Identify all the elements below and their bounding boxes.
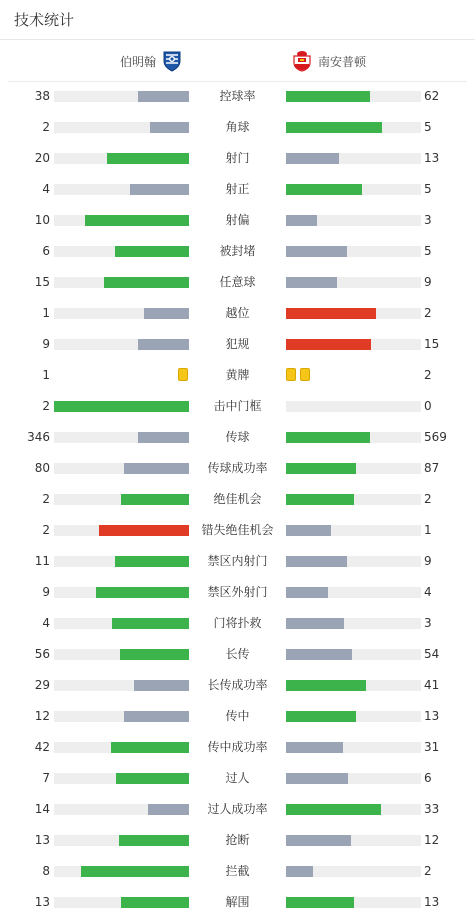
home-value: 20 [34, 151, 50, 165]
home-bar-track [54, 153, 189, 164]
home-bar-fill [116, 773, 189, 784]
home-bar-track [54, 773, 189, 784]
stat-row [0, 794, 475, 825]
away-bar-track [286, 246, 421, 257]
stat-row [0, 639, 475, 670]
home-bar-fill [138, 339, 189, 350]
home-value: 2 [42, 523, 50, 537]
away-bar-track [286, 432, 421, 443]
home-bar-fill [85, 215, 189, 226]
home-value: 6 [42, 244, 50, 258]
away-value: 13 [424, 151, 440, 165]
home-bar-track [54, 401, 189, 412]
home-bar-track [54, 246, 189, 257]
home-bar-fill [138, 432, 189, 443]
home-bar-track [54, 339, 189, 350]
away-bar-track [286, 215, 421, 226]
away-yellow-cards [286, 368, 310, 381]
home-value: 7 [42, 771, 50, 785]
stat-row [0, 329, 475, 360]
away-bar-fill [286, 711, 356, 722]
away-bar-fill [286, 463, 356, 474]
away-value: 5 [424, 182, 432, 196]
stat-label: 长传成功率 [207, 678, 268, 692]
away-team-name: 南安普顿 [318, 54, 367, 69]
stat-label: 错失绝佳机会 [201, 523, 274, 537]
stat-label: 禁区内射门 [207, 554, 268, 568]
away-bar-fill [286, 525, 331, 536]
stat-row [0, 236, 475, 267]
home-bar-fill [99, 525, 189, 536]
stat-row [0, 112, 475, 143]
away-value: 5 [424, 244, 432, 258]
home-value: 14 [34, 802, 50, 816]
away-bar-track [286, 153, 421, 164]
home-bar-track [54, 91, 189, 102]
away-value: 2 [424, 306, 432, 320]
home-value: 13 [34, 833, 50, 847]
away-bar-fill [286, 339, 371, 350]
stat-row [0, 825, 475, 856]
stat-row [0, 453, 475, 484]
away-bar-fill [286, 215, 317, 226]
stat-label: 被封堵 [219, 244, 256, 258]
away-value: 3 [424, 213, 432, 227]
stat-label: 过人 [225, 771, 250, 785]
home-bar-track [54, 711, 189, 722]
home-bar-track [54, 742, 189, 753]
stat-label: 击中门框 [213, 399, 262, 413]
home-bar-fill [121, 494, 189, 505]
stat-row [0, 81, 475, 112]
stat-label: 越位 [225, 306, 250, 320]
away-bar-track [286, 618, 421, 629]
home-value: 346 [27, 430, 50, 444]
away-bar-track [286, 525, 421, 536]
away-bar-track [286, 866, 421, 877]
stat-label: 射偏 [225, 213, 250, 227]
home-team[interactable] [120, 50, 182, 72]
away-value: 15 [424, 337, 440, 351]
home-value: 38 [34, 89, 50, 103]
away-bar-track [286, 494, 421, 505]
home-bar-fill [119, 835, 189, 846]
away-bar-track [286, 680, 421, 691]
teams-header [8, 40, 467, 82]
away-bar-track [286, 649, 421, 660]
stat-label: 黄牌 [225, 368, 250, 382]
stat-label: 解围 [225, 895, 250, 909]
away-value: 2 [424, 368, 432, 382]
home-value: 8 [42, 864, 50, 878]
stat-row [0, 298, 475, 329]
home-value: 42 [34, 740, 50, 754]
stat-row [0, 515, 475, 546]
away-bar-track [286, 122, 421, 133]
away-value: 9 [424, 275, 432, 289]
away-bar-track [286, 463, 421, 474]
home-bar-fill [138, 91, 189, 102]
home-bar-fill [115, 246, 189, 257]
away-bar-track [286, 773, 421, 784]
stat-label: 控球率 [219, 89, 256, 103]
away-value: 1 [424, 523, 432, 537]
home-bar-fill [120, 649, 189, 660]
stat-row [0, 887, 475, 918]
stat-row [0, 856, 475, 887]
home-value: 80 [34, 461, 50, 475]
home-bar-track [54, 277, 189, 288]
away-bar-track [286, 587, 421, 598]
away-value: 9 [424, 554, 432, 568]
away-bar-fill [286, 773, 348, 784]
away-bar-fill [286, 680, 366, 691]
stat-row [0, 267, 475, 298]
away-value: 569 [424, 430, 447, 444]
stat-row [0, 484, 475, 515]
yellow-card-icon [178, 368, 188, 381]
away-bar-track [286, 184, 421, 195]
away-bar-fill [286, 432, 370, 443]
home-bar-track [54, 804, 189, 815]
stat-label: 长传 [225, 647, 250, 661]
stat-row [0, 701, 475, 732]
home-bar-fill [115, 556, 189, 567]
stat-label: 射门 [225, 151, 250, 165]
away-bar-fill [286, 804, 381, 815]
home-team-name: 伯明翰 [119, 54, 156, 69]
home-bar-fill [148, 804, 189, 815]
stat-row [0, 174, 475, 205]
away-value: 13 [424, 895, 440, 909]
home-bar-fill [130, 184, 189, 195]
birmingham-crest-icon [162, 50, 182, 72]
away-bar-track [286, 804, 421, 815]
away-bar-track [286, 742, 421, 753]
stat-label: 禁区外射门 [207, 585, 268, 599]
stat-label: 抢断 [225, 833, 250, 847]
away-bar-fill [286, 184, 362, 195]
away-value: 41 [424, 678, 440, 692]
stat-label: 角球 [225, 120, 250, 134]
away-value: 87 [424, 461, 440, 475]
home-value: 9 [42, 337, 50, 351]
home-bar-track [54, 649, 189, 660]
away-value: 54 [424, 647, 440, 661]
home-bar-track [54, 618, 189, 629]
home-bar-track [54, 556, 189, 567]
stat-row [0, 391, 475, 422]
away-bar-fill [286, 308, 376, 319]
away-bar-track [286, 556, 421, 567]
yellow-card-icon [300, 368, 310, 381]
away-bar-track [286, 91, 421, 102]
stat-row [0, 205, 475, 236]
away-bar-track [286, 401, 421, 412]
home-value: 11 [34, 554, 50, 568]
away-value: 0 [424, 399, 432, 413]
away-value: 12 [424, 833, 440, 847]
home-bar-track [54, 680, 189, 691]
home-bar-track [54, 122, 189, 133]
stat-row [0, 360, 475, 391]
away-bar-fill [286, 153, 339, 164]
home-bar-fill [124, 463, 189, 474]
page-title: 技术统计 [0, 0, 475, 40]
stat-row [0, 608, 475, 639]
home-bar-fill [111, 742, 189, 753]
stat-label: 拦截 [225, 864, 250, 878]
stat-row [0, 732, 475, 763]
away-bar-fill [286, 122, 382, 133]
home-bar-fill [81, 866, 189, 877]
home-bar-fill [107, 153, 189, 164]
away-value: 33 [424, 802, 440, 816]
home-bar-fill [144, 308, 189, 319]
away-value: 62 [424, 89, 440, 103]
home-value: 2 [42, 492, 50, 506]
home-value: 29 [34, 678, 50, 692]
home-value: 56 [34, 647, 50, 661]
home-value: 4 [42, 616, 50, 630]
home-bar-track [54, 587, 189, 598]
away-team[interactable] [292, 50, 366, 72]
away-bar-fill [286, 897, 354, 908]
home-bar-track [54, 866, 189, 877]
home-bar-track [54, 835, 189, 846]
away-bar-fill [286, 91, 370, 102]
home-bar-track [54, 897, 189, 908]
away-bar-track [286, 835, 421, 846]
stat-label: 传球 [225, 430, 250, 444]
stat-label: 传中 [225, 709, 250, 723]
home-bar-fill [96, 587, 189, 598]
away-value: 2 [424, 492, 432, 506]
home-bar-track [54, 215, 189, 226]
stat-row [0, 763, 475, 794]
home-value: 2 [42, 399, 50, 413]
home-bar-fill [54, 401, 189, 412]
away-bar-fill [286, 835, 351, 846]
home-bar-fill [121, 897, 189, 908]
home-value: 1 [42, 306, 50, 320]
home-value: 10 [34, 213, 50, 227]
home-bar-fill [150, 122, 189, 133]
home-value: 9 [42, 585, 50, 599]
away-value: 2 [424, 864, 432, 878]
stat-label: 绝佳机会 [213, 492, 262, 506]
stat-label: 射正 [225, 182, 250, 196]
away-value: 31 [424, 740, 440, 754]
home-value: 4 [42, 182, 50, 196]
away-value: 13 [424, 709, 440, 723]
yellow-card-icon [286, 368, 296, 381]
away-bar-track [286, 897, 421, 908]
stat-row [0, 546, 475, 577]
home-bar-track [54, 308, 189, 319]
stat-row [0, 422, 475, 453]
away-bar-fill [286, 556, 347, 567]
home-bar-track [54, 184, 189, 195]
stat-label: 传球成功率 [207, 461, 268, 475]
home-value: 2 [42, 120, 50, 134]
stat-label: 门将扑救 [213, 616, 262, 630]
away-value: 3 [424, 616, 432, 630]
away-bar-fill [286, 649, 352, 660]
away-value: 4 [424, 585, 432, 599]
home-bar-track [54, 494, 189, 505]
stat-label: 任意球 [219, 275, 256, 289]
away-bar-fill [286, 618, 344, 629]
home-bar-track [54, 432, 189, 443]
southampton-crest-icon [292, 50, 312, 72]
home-bar-fill [104, 277, 189, 288]
home-bar-track [54, 525, 189, 536]
away-bar-fill [286, 866, 313, 877]
away-bar-track [286, 308, 421, 319]
stat-label: 传中成功率 [207, 740, 268, 754]
away-bar-track [286, 339, 421, 350]
stat-label: 犯规 [225, 337, 250, 351]
away-bar-fill [286, 277, 337, 288]
away-bar-fill [286, 246, 347, 257]
home-bar-fill [124, 711, 189, 722]
stat-row [0, 577, 475, 608]
away-bar-fill [286, 494, 354, 505]
away-bar-fill [286, 587, 328, 598]
away-value: 6 [424, 771, 432, 785]
home-value: 15 [34, 275, 50, 289]
home-bar-fill [134, 680, 189, 691]
away-bar-track [286, 711, 421, 722]
home-yellow-cards [178, 368, 188, 381]
away-bar-track [286, 277, 421, 288]
stat-label: 过人成功率 [207, 802, 268, 816]
home-value: 12 [34, 709, 50, 723]
home-bar-fill [112, 618, 189, 629]
stat-row [0, 143, 475, 174]
home-value: 13 [34, 895, 50, 909]
home-bar-track [54, 463, 189, 474]
away-value: 5 [424, 120, 432, 134]
home-value: 1 [42, 368, 50, 382]
away-bar-fill [286, 742, 343, 753]
stat-row [0, 670, 475, 701]
